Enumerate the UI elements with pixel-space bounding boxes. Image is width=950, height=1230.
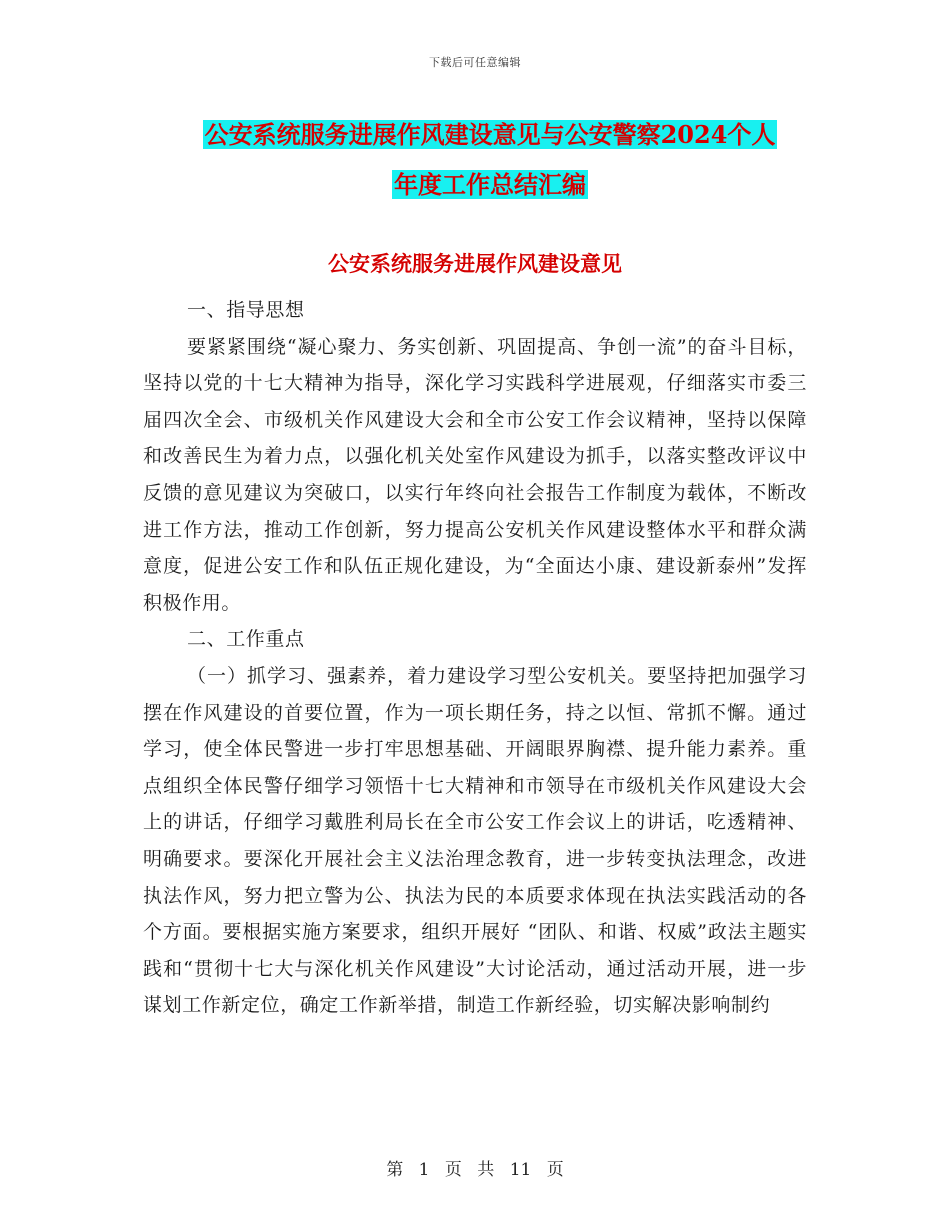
section-title: 公安系统服务进展作风建设意见 [328,251,622,276]
page-footer [0,1155,950,1180]
footer-middle: 页 [444,1160,462,1180]
document-body [143,292,807,1024]
section-2-paragraph: （一）抓学习、强素养，着力建设学习型公安机关。要坚持把加强学习摆在作风建设的首要位置，作为一项长期任务，持之以恒、常抓不懈。通过学习，使全体民警进一步打牢思想基础、开阔眼界胸襟、提升能力素养。重点组织全体民警仔细学习领悟十七大精神和市领导在市级机关作风建设大会上的讲话，仔细学习戴胜利局长在全市公安工作会议上的讲话，吃透精神、明确要求。要深化开展社会主义法治理念教育，进一步转变执法理念，改进执法作风，努力把立警为公、执法为民的本质要求体现在执法实践活动的各个方面。要根据实施方案要求，组织开展好 “团队、和谐、权威”政法主题实践和“贯彻十七大与深化机关作风建设”大讨论活动，通过活动开展，进一步谋划工作新定位，确定工作新举措，制造工作新经验，切实解决影响制约 [143,664,807,1017]
footer-suffix: 页 [546,1160,564,1180]
current-page-number: 1 [418,1160,430,1180]
footer-prefix: 第 [386,1160,404,1180]
total-page-count: 11 [509,1160,532,1180]
title-line-1: 公安系统服务进展作风建设意见与公安警察2024个人 [204,120,776,149]
page-header-note: 下载后可任意编辑 [429,56,521,69]
section-1-paragraph: 要紧紧围绕“凝心聚力、务实创新、巩固提高、争创一流”的奋斗目标，坚持以党的十七大精神为指导，深化学习实践科学进展观，仔细落实市委三届四次全会、市级机关作风建设大会和全市公安工作会议精神，坚持以保障和改善民生为着力点，以强化机关处室作风建设为抓手，以落实整改评议中反馈的意见建议为突破口，以实行年终向社会报告工作制度为载体，不断改进工作方法，推动工作创新，努力提高公安机关作风建设整体水平和群众满意度，促进公安工作和队伍正规化建设，为“全面达小康、建设新泰州”发挥积极作用。 [143,335,807,614]
document-title [150,110,830,210]
section-2-heading: 二、工作重点 [187,628,305,651]
title-line-2: 年度工作总结汇编 [394,170,586,199]
section-1-heading: 一、指导思想 [187,299,305,321]
footer-total-prefix: 共 [477,1160,495,1180]
